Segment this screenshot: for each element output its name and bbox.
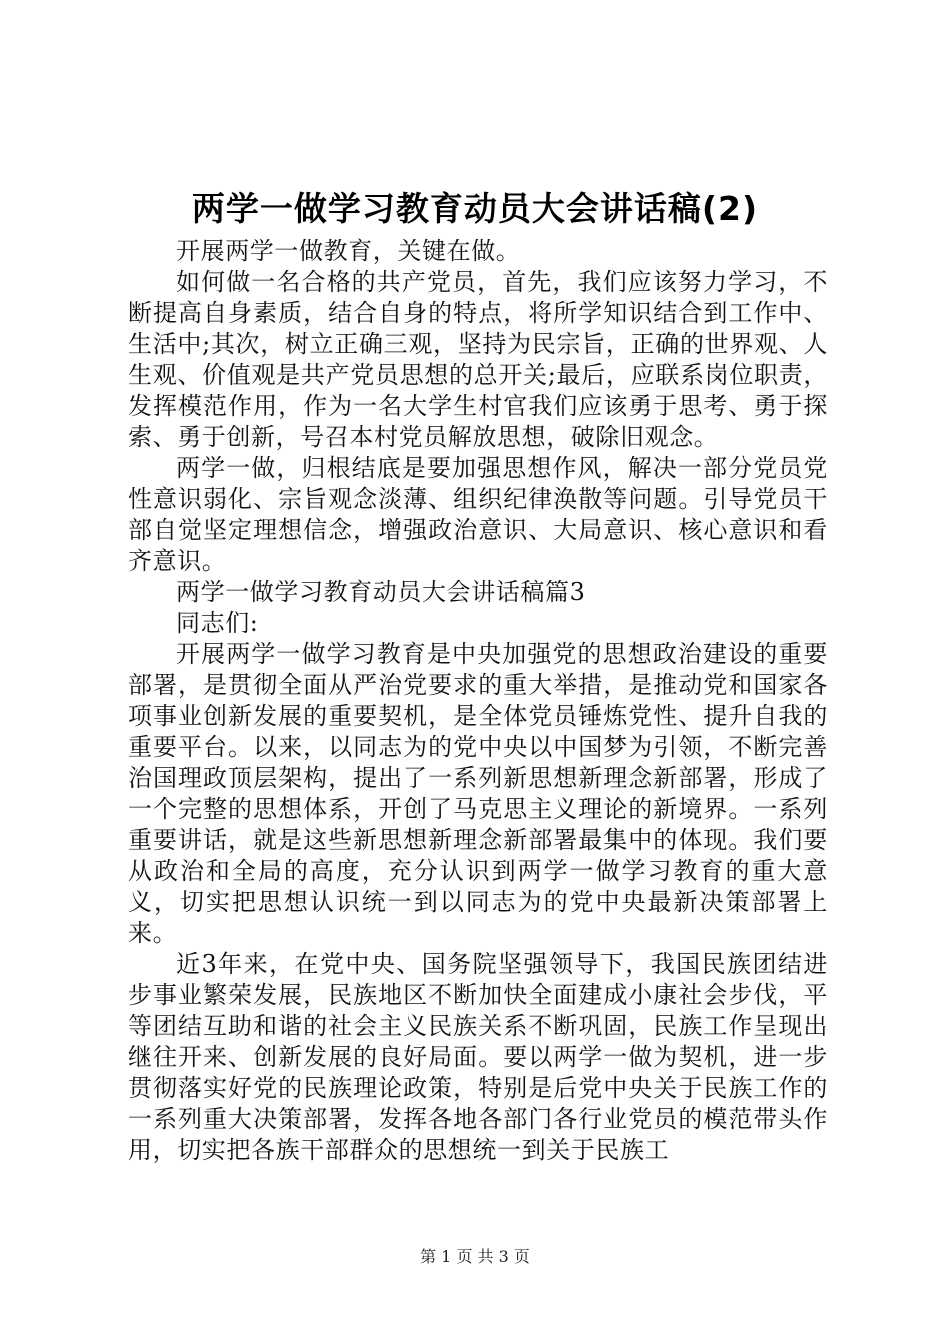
document-body xyxy=(128,236,828,1166)
paragraph: 两学一做，归根结底是要加强思想作风，解决一部分党员党性意识弱化、宗旨观念淡薄、组织纪律涣散等问题。引导党员干部自觉坚定理想信念，增强政治意识、大局意识、核心意识和看齐意识。 xyxy=(128,454,828,575)
paragraph: 开展两学一做学习教育是中央加强党的思想政治建设的重要部署，是贯彻全面从严治党要求的重大举措，是推动党和国家各项事业创新发展的重要契机，是全体党员锤炼党性、提升自我的重要平台。以来，以同志为的党中央以中国梦为引领，不断完善治国理政顶层架构，提出了一系列新思想新理念新部署，形成了一个完整的思想体系，开创了马克思主义理论的新境界。一系列重要讲话，就是这些新思想新理念新部署最集中的体现。我们要从政治和全局的高度，充分认识到两学一做学习教育的重大意义，切实把思想认识统一到以同志为的党中央最新决策部署上来。 xyxy=(128,640,828,947)
document-title: 两学一做学习教育动员大会讲话稿(2) xyxy=(191,189,759,228)
paragraph: 开展两学一做教育，关键在做。 xyxy=(176,237,521,265)
paragraph: 近3年来，在党中央、国务院坚强领导下，我国民族团结进步事业繁荣发展，民族地区不断加快全面建成小康社会步伐，平等团结互助和谐的社会主义民族关系不断巩固，民族工作呈现出继往开来、创新发展的良好局面。要以两学一做为契机，进一步贯彻落实好党的民族理论政策，特别是后党中央关于民族工作的一系列重大决策部署，发挥各地各部门各行业党员的模范带头作用，切实把各族干部群众的思想统一到关于民族工 xyxy=(128,950,828,1164)
section-heading: 两学一做学习教育动员大会讲话稿篇3 xyxy=(176,578,586,606)
paragraph: 如何做一名合格的共产党员，首先，我们应该努力学习，不断提高自身素质，结合自身的特点，将所学知识结合到工作中、生活中;其次，树立正确三观，坚持为民宗旨，正确的世界观、人生观、价值观是共产党员思想的总开关;最后，应联系岗位职责，发挥模范作用，作为一名大学生村官我们应该勇于思考、勇于探索、勇于创新，号召本村党员解放思想，破除旧观念。 xyxy=(128,268,828,451)
salutation: 同志们: xyxy=(176,609,259,637)
page-footer: 第 1 页 共 3 页 xyxy=(420,1247,530,1266)
